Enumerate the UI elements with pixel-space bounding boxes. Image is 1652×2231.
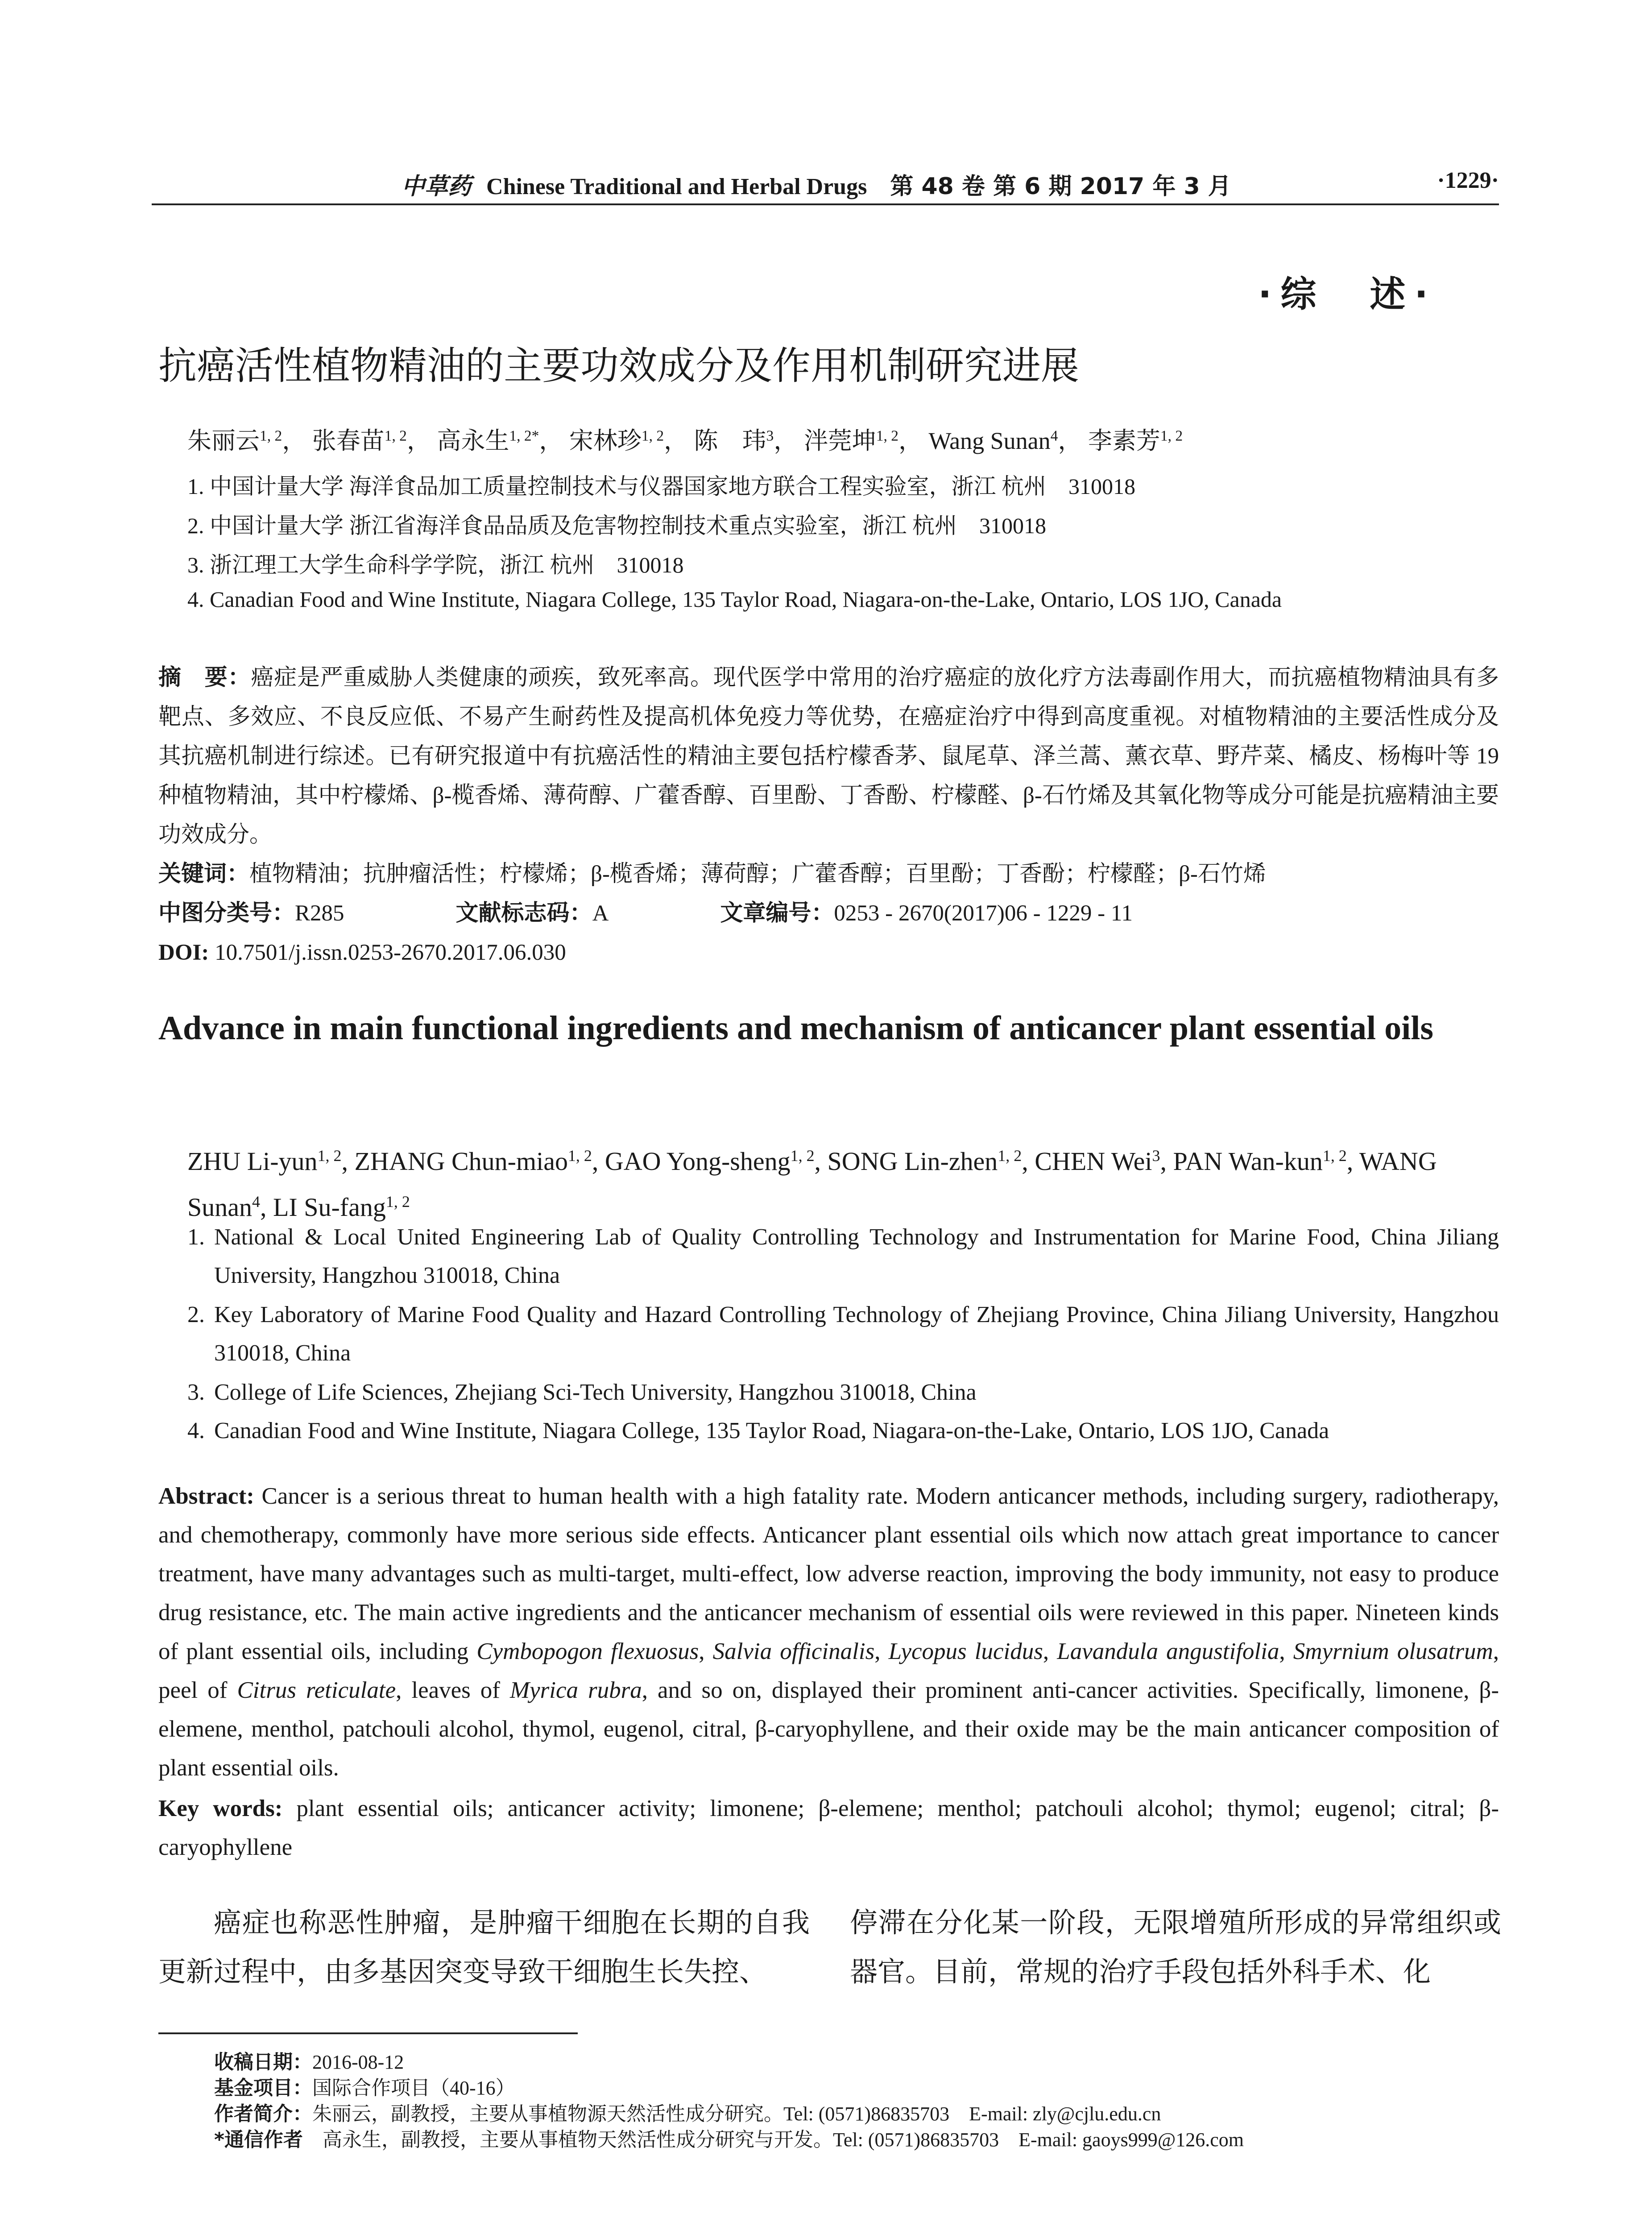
- species-name: Lavandula angustifolia: [1057, 1638, 1279, 1664]
- doi-value: 10.7501/j.issn.0253-2670.2017.06.030: [215, 940, 566, 965]
- keywords-en-text: plant essential oils; anticancer activity; limonene; β-elemene; menthol; patchouli alcohol; thymol; eugenol; citral; β-caryophyllene: [158, 1796, 1499, 1860]
- journal-name-en: Chinese Traditional and Herbal Drugs: [486, 174, 867, 199]
- author-aff: 1, 2*: [509, 427, 539, 444]
- footnote-author: [214, 2098, 1161, 2126]
- doc-code-label: 文献标志码：: [455, 900, 592, 926]
- author-aff: 1, 2: [998, 1147, 1022, 1165]
- article-no-label: 文章编号：: [720, 900, 834, 926]
- author-bio-text: 朱丽云，副教授，主要从事植物源天然活性成分研究。Tel: (0571)86835703 E-mail: zly@cjlu.edu.cn: [312, 2103, 1161, 2125]
- header-rule: [152, 203, 1499, 205]
- abstract-en-text: , and so on, displayed their prominent anti-cancer activities. Specifically, limonene, β-elemene, menthol, patchouli alcohol, thymol, eugenol, citral, β-caryophyllene, and their oxide may be the main anticancer composition of plant essential oils.: [158, 1677, 1499, 1781]
- abstract-cn: [158, 658, 1499, 854]
- abstract-cn-text: 癌症是严重威胁人类健康的顽疾，致死率高。现代医学中常用的治疗癌症的放化疗方法毒副作用大，而抗癌植物精油具有多靶点、多效应、不良反应低、不易产生耐药性及提高机体免疫力等优势，在癌症治疗中得到高度重视。对植物精油的主要活性成分及其抗癌机制进行综述。已有研究报道中有抗癌活性的精油主要包括柠檬香茅、鼠尾草、泽兰蒿、薰衣草、野芹菜、橘皮、杨梅叶等 19 种植物精油，其中柠檬烯、β-榄香烯、薄荷醇、广藿香醇、百里酚、丁香酚、柠檬醛、β-石竹烯及其氧化物等成分可能是抗癌精油主要功效成分。: [158, 665, 1499, 847]
- author-en: GAO Yong-sheng: [604, 1146, 791, 1176]
- affiliation-en: [187, 1373, 1499, 1412]
- author-cn: 高永生: [437, 427, 509, 454]
- body-column-left: 癌症也称恶性肿瘤，是肿瘤干细胞在长期的自我更新过程中，由多基因突变导致干细胞生长失控、: [158, 1908, 810, 1987]
- abstract-en-text: ,: [699, 1638, 713, 1664]
- received-label: 收稿日期：: [214, 2051, 312, 2073]
- author-aff: 1, 2: [790, 1147, 815, 1165]
- affiliation-cn: 1. 中国计量大学 海洋食品加工质量控制技术与仪器国家地方联合工程实验室，浙江 杭州 310018: [187, 474, 1135, 499]
- author-cn: 泮莞坤: [803, 427, 876, 454]
- fund-label: 基金项目：: [214, 2077, 312, 2099]
- abstract-en-text: Cancer is a serious threat to human health with a high fatality rate. Modern anticancer methods, including surgery, radiotherapy, and chemotherapy, commonly have more serious side effects. Anticancer plant essential oils which now attach great importance to cancer treatment, have many advantages such as multi-target, multi-effect, low adverse reaction, improving the body immunity, not easy to produce drug resistance, etc. The main active ingredients and the anticancer mechanism of essential oils were reviewed in this paper. Nineteen kinds of plant essential oils, including: [158, 1483, 1499, 1664]
- keywords-en-label: Key words:: [158, 1796, 283, 1821]
- author-aff: 3: [1152, 1147, 1160, 1165]
- footnote-rule: [158, 2032, 578, 2034]
- page-number: ·1229·: [1437, 168, 1499, 193]
- journal-name-cn: 中草药: [402, 173, 472, 200]
- keywords-cn-text: 植物精油；抗肿瘤活性；柠檬烯；β-榄香烯；薄荷醇；广藿香醇；百里酚；丁香酚；柠檬醛；β-石竹烯: [249, 862, 1266, 887]
- author-en: ZHANG Chun-miao: [354, 1146, 568, 1176]
- affiliation-en: [187, 1296, 1499, 1373]
- author-en: SONG Lin-zhen: [827, 1146, 998, 1176]
- author-cn: 李素芳: [1088, 427, 1160, 454]
- running-header: [152, 167, 1499, 203]
- author-cn: 宋林珍: [569, 427, 642, 454]
- author-cn: 朱丽云: [187, 427, 260, 454]
- body-column-right: 停滞在分化某一阶段，无限增殖所形成的异常组织或器官。目前，常规的治疗手段包括外科手术、化: [850, 1908, 1501, 1987]
- affiliation-number: 2.: [187, 1302, 205, 1327]
- author-aff: 1, 2: [384, 427, 407, 444]
- section-label: ·综 述·: [1258, 274, 1437, 315]
- author-cn: Wang Sunan: [928, 427, 1051, 454]
- abstract-en-text: , peel of: [158, 1638, 1499, 1703]
- species-name: Cymbopogon flexuosus: [476, 1638, 699, 1664]
- author-aff: 1, 2: [641, 427, 664, 444]
- fund-text: 国际合作项目（40-16）: [312, 2077, 515, 2099]
- keywords-cn: [158, 854, 1499, 894]
- author-en: WANG Sunan: [187, 1146, 1437, 1222]
- author-en: ZHU Li-yun: [187, 1146, 318, 1176]
- title-cn: 抗癌活性植物精油的主要功效成分及作用机制研究进展: [158, 344, 1079, 388]
- keywords-en: [158, 1789, 1499, 1867]
- abstract-en-text: ,: [874, 1638, 889, 1664]
- authors-en: ZHU Li-yun$^{1, 2}$, ZHANG Chun-miao$^{1, 2}$, GAO Yong-sheng$^{1, 2}$, SONG Lin-zhen$^{1, 2}$, CHEN Wei$^3$, PAN Wan-kun$^{1, 2}$, WANG Sunan$^4$, LI Su-fang$^{1, 2}$: [187, 1146, 1437, 1222]
- author-aff: 1, 2: [876, 427, 898, 444]
- affiliation-cn: 4. Canadian Food and Wine Institute, Niagara College, 135 Taylor Road, Niagara-on-the-Lake, Ontario, LOS 1JO, Canada: [187, 587, 1282, 612]
- author-aff: 1, 2: [1322, 1147, 1347, 1165]
- author-aff: 1, 2: [567, 1147, 592, 1165]
- affiliation-text: Key Laboratory of Marine Food Quality and Hazard Controlling Technology of Zhejiang Province, China Jiliang University, Hangzhou 310018, China: [214, 1302, 1499, 1366]
- author-en: PAN Wan-kun: [1173, 1146, 1323, 1176]
- doi-line: [158, 933, 1499, 972]
- doc-code-value: A: [592, 901, 609, 926]
- abstract-cn-label: 摘 要：: [158, 664, 251, 691]
- abstract-en-text: ,: [1043, 1638, 1057, 1664]
- species-name: Lycopus lucidus: [888, 1638, 1043, 1664]
- author-aff: 4: [252, 1192, 260, 1211]
- affiliation-cn: 3. 浙江理工大学生命科学学院，浙江 杭州 310018: [187, 552, 684, 577]
- author-en: LI Su-fang: [273, 1192, 386, 1222]
- article-no-value: 0253 - 2670(2017)06 - 1229 - 11: [834, 901, 1133, 926]
- footnote-fund: [214, 2072, 515, 2100]
- author-bio-label: 作者简介：: [214, 2102, 312, 2125]
- footnote-corresponding: [214, 2123, 1244, 2152]
- abstract-en: [158, 1477, 1499, 1787]
- affiliation-text: National & Local United Engineering Lab of Quality Controlling Technology and Instrumentation for Marine Food, China Jiliang University, Hangzhou 310018, China: [214, 1224, 1499, 1288]
- keywords-cn-label: 关键词：: [158, 861, 250, 887]
- affiliation-text: Canadian Food and Wine Institute, Niagara College, 135 Taylor Road, Niagara-on-the-Lake, Ontario, LOS 1JO, Canada: [214, 1418, 1329, 1443]
- abstract-en-text: , leaves of: [396, 1677, 510, 1703]
- doi-label: DOI:: [158, 940, 209, 965]
- affiliation-text: College of Life Sciences, Zhejiang Sci-Tech University, Hangzhou 310018, China: [214, 1380, 977, 1405]
- corresponding-text: 高永生，副教授，主要从事植物天然活性成分研究与开发。Tel: (0571)86835703 E-mail: gaoys999@126.com: [303, 2129, 1244, 2151]
- affiliation-number: 4.: [187, 1418, 205, 1443]
- author-aff: 1, 2: [385, 1192, 410, 1211]
- clc-label: 中图分类号：: [158, 900, 295, 926]
- author-aff: 1, 2: [1160, 427, 1183, 444]
- species-name: Salvia officinalis: [712, 1638, 875, 1664]
- author-en: CHEN Wei: [1035, 1146, 1152, 1176]
- clc-value: R285: [295, 901, 344, 926]
- footnote-received: [214, 2046, 404, 2074]
- authors-cn: 朱丽云$^{1, 2}$， 张春苗$^{1, 2}$， 高永生$^{1, 2*}$， 宋林珍$^{1, 2}$， 陈 玮$^3$， 泮莞坤$^{1, 2}$， Wang Sunan$^4$， 李素芳$^{1, 2}$: [187, 427, 1183, 454]
- species-name: Smyrnium olusatrum: [1293, 1638, 1493, 1664]
- abstract-en-label: Abstract:: [158, 1483, 254, 1509]
- author-aff: 1, 2: [260, 427, 282, 444]
- classification-line: [158, 894, 1499, 933]
- author-cn: 陈 玮: [694, 427, 766, 454]
- journal-line: [402, 167, 1231, 201]
- title-en: Advance in main functional ingredients and mechanism of anticancer plant essential oils: [158, 1009, 1433, 1047]
- received-date: 2016-08-12: [312, 2051, 404, 2073]
- species-name: Citrus reticulate: [237, 1677, 396, 1703]
- author-aff: 3: [766, 427, 774, 444]
- affiliation-cn: 2. 中国计量大学 浙江省海洋食品品质及危害物控制技术重点实验室，浙江 杭州 310018: [187, 513, 1046, 538]
- abstract-en-text: ,: [1279, 1638, 1293, 1664]
- affiliation-en: [187, 1218, 1499, 1295]
- issue-info: 第 48 卷 第 6 期 2017 年 3 月: [890, 173, 1231, 200]
- author-aff: 4: [1050, 427, 1058, 444]
- author-cn: 张春苗: [312, 427, 385, 454]
- species-name: Myrica rubra: [509, 1677, 642, 1703]
- author-aff: 1, 2: [317, 1147, 342, 1165]
- affiliation-number: 3.: [187, 1380, 205, 1405]
- affiliation-en: [187, 1412, 1499, 1450]
- affiliation-number: 1.: [187, 1224, 205, 1250]
- corresponding-label: *通信作者: [214, 2128, 303, 2151]
